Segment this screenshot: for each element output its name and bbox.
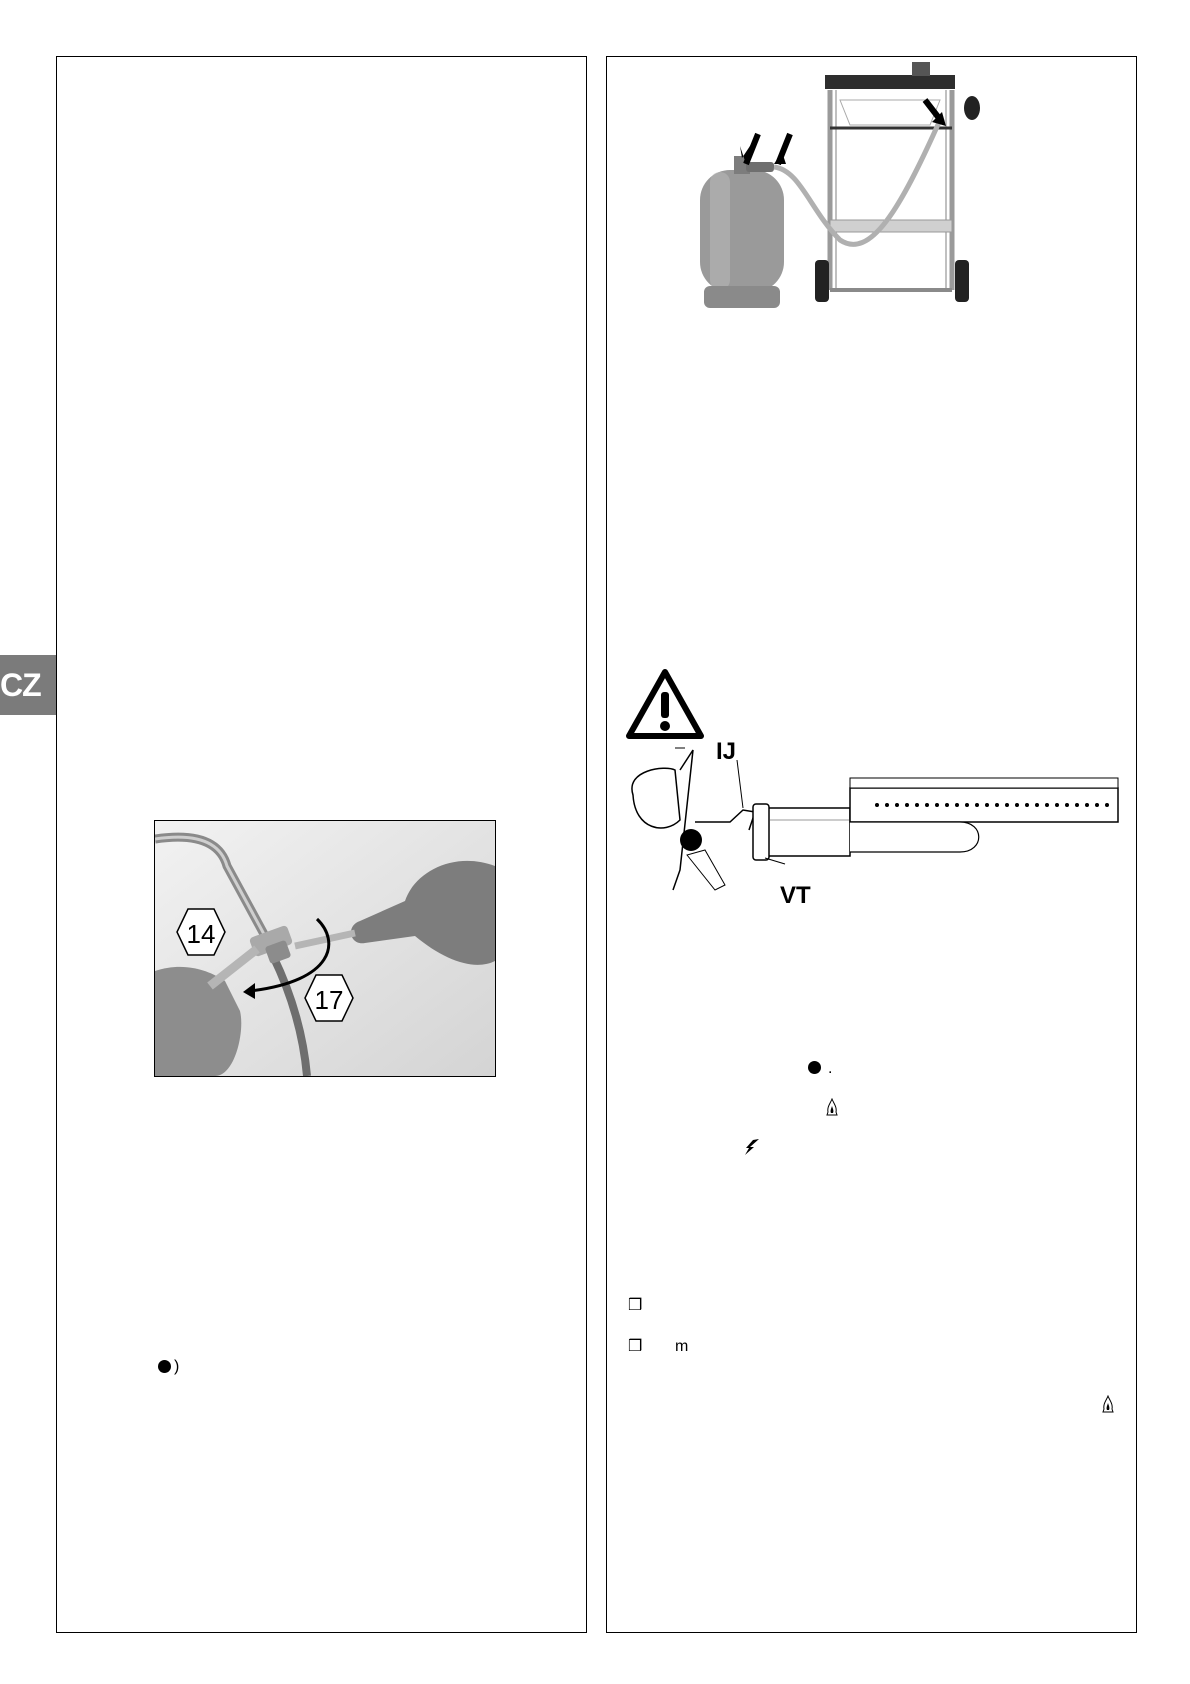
bullet-dot-icon bbox=[158, 1360, 171, 1373]
icon-row-1-suffix: . bbox=[828, 1060, 833, 1077]
language-tab-label: CZ bbox=[0, 667, 41, 703]
flame-icon bbox=[1102, 1395, 1114, 1413]
wrench-size-17-label: 17 bbox=[314, 985, 344, 1015]
checkbox-2-icon: ❒ bbox=[628, 1338, 643, 1355]
warning-triangle-icon bbox=[625, 668, 705, 740]
checkbox-2-text: m bbox=[675, 1338, 689, 1355]
gas-cylinder-connection-illustration bbox=[690, 60, 1030, 320]
ignition-spark-icon bbox=[743, 1138, 761, 1156]
bullet-dot-icon bbox=[808, 1061, 821, 1074]
wrench-tightening-photo bbox=[154, 820, 496, 1077]
injector-label: IJ bbox=[716, 738, 737, 765]
language-tab bbox=[0, 655, 56, 715]
venturi-tube-label: VT bbox=[780, 882, 811, 909]
flame-icon bbox=[826, 1098, 838, 1116]
wrench-size-14-label: 14 bbox=[186, 919, 216, 949]
bullet-suffix-text: ) bbox=[174, 1358, 180, 1375]
checkbox-1-icon: ❒ bbox=[628, 1297, 643, 1314]
burner-injector-diagram bbox=[625, 740, 1125, 910]
